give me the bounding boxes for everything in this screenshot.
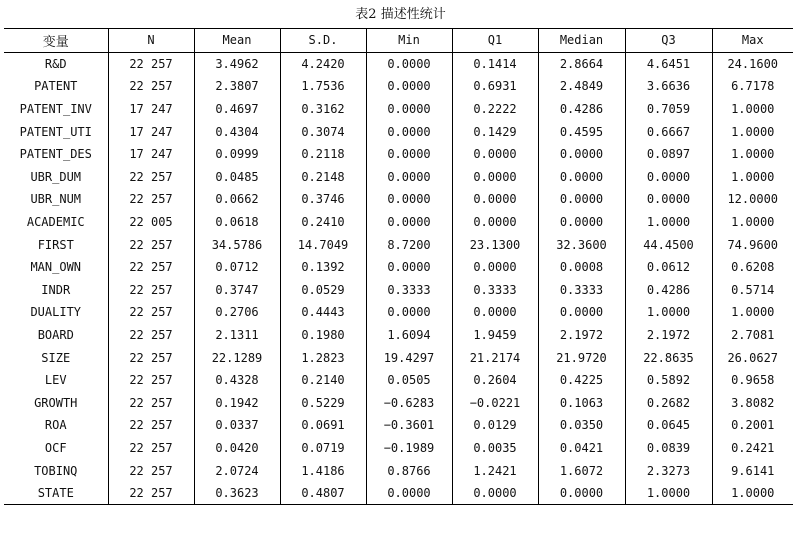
stat-value-cell: 0.0008: [538, 256, 625, 279]
table-header: [4, 29, 793, 53]
stat-value-cell: 0.0000: [366, 52, 452, 75]
stat-value-cell: 1.6072: [538, 459, 625, 482]
stat-value-cell: 0.0350: [538, 414, 625, 437]
stat-value-cell: 1.0000: [712, 301, 793, 324]
stat-value-cell: 6.7178: [712, 75, 793, 98]
variable-name-cell: DUALITY: [4, 301, 108, 324]
stat-value-cell: 1.0000: [625, 482, 712, 505]
stat-value-cell: 0.8766: [366, 459, 452, 482]
stat-value-cell: 0.0000: [366, 256, 452, 279]
stat-value-cell: 0.0000: [366, 143, 452, 166]
stat-value-cell: 1.0000: [712, 120, 793, 143]
stat-value-cell: 0.0000: [366, 75, 452, 98]
stat-value-cell: 1.7536: [280, 75, 366, 98]
stat-value-cell: 1.0000: [625, 301, 712, 324]
stat-value-cell: 0.0897: [625, 143, 712, 166]
stat-value-cell: 0.0505: [366, 369, 452, 392]
stat-value-cell: 0.0421: [538, 437, 625, 460]
stat-value-cell: 0.0719: [280, 437, 366, 460]
column-header: Min: [366, 29, 452, 53]
stat-value-cell: 2.0724: [194, 459, 280, 482]
stat-value-cell: 4.6451: [625, 52, 712, 75]
stat-value-cell: 0.0645: [625, 414, 712, 437]
stat-value-cell: 0.5892: [625, 369, 712, 392]
stat-value-cell: −0.6283: [366, 392, 452, 415]
stat-value-cell: 22 257: [108, 369, 194, 392]
stat-value-cell: 26.0627: [712, 346, 793, 369]
stat-value-cell: 1.0000: [712, 166, 793, 189]
stat-value-cell: 0.0035: [452, 437, 538, 460]
stat-value-cell: 0.0529: [280, 279, 366, 302]
stat-value-cell: 22 257: [108, 166, 194, 189]
stat-value-cell: 0.2421: [712, 437, 793, 460]
table-caption: 表2 描述性统计: [355, 7, 446, 22]
variable-name-cell: LEV: [4, 369, 108, 392]
stat-value-cell: 0.0000: [366, 166, 452, 189]
stat-value-cell: 0.0000: [538, 188, 625, 211]
stat-value-cell: 0.0000: [366, 211, 452, 234]
stat-value-cell: 0.5229: [280, 392, 366, 415]
stat-value-cell: 0.0000: [452, 143, 538, 166]
stat-value-cell: 0.0000: [452, 301, 538, 324]
column-header: Median: [538, 29, 625, 53]
stat-value-cell: 0.2682: [625, 392, 712, 415]
stat-value-cell: 0.3333: [452, 279, 538, 302]
stat-value-cell: 14.7049: [280, 233, 366, 256]
variable-name-cell: ROA: [4, 414, 108, 437]
stat-value-cell: 19.4297: [366, 346, 452, 369]
stat-value-cell: 0.0662: [194, 188, 280, 211]
stat-value-cell: 2.4849: [538, 75, 625, 98]
stat-value-cell: 0.0000: [366, 188, 452, 211]
column-header: Q1: [452, 29, 538, 53]
stat-value-cell: 1.0000: [712, 98, 793, 121]
stat-value-cell: 4.2420: [280, 52, 366, 75]
stat-value-cell: −0.0221: [452, 392, 538, 415]
table-row: [4, 98, 793, 121]
stat-value-cell: 0.3333: [538, 279, 625, 302]
variable-name-cell: OCF: [4, 437, 108, 460]
stat-value-cell: 0.0000: [625, 166, 712, 189]
stat-value-cell: 0.2118: [280, 143, 366, 166]
stat-value-cell: 21.9720: [538, 346, 625, 369]
stat-value-cell: 0.5714: [712, 279, 793, 302]
stat-value-cell: 24.1600: [712, 52, 793, 75]
header-row: [4, 29, 793, 53]
stat-value-cell: 22 257: [108, 324, 194, 347]
stat-value-cell: 1.2421: [452, 459, 538, 482]
stat-value-cell: 0.0691: [280, 414, 366, 437]
table-row: [4, 301, 793, 324]
stat-value-cell: 2.3807: [194, 75, 280, 98]
stat-value-cell: 0.2148: [280, 166, 366, 189]
stat-value-cell: 17 247: [108, 98, 194, 121]
stat-value-cell: 21.2174: [452, 346, 538, 369]
stat-value-cell: 0.4328: [194, 369, 280, 392]
stat-value-cell: 0.6667: [625, 120, 712, 143]
stat-value-cell: 2.1972: [625, 324, 712, 347]
stat-value-cell: 2.1311: [194, 324, 280, 347]
stat-value-cell: 0.0000: [452, 166, 538, 189]
stat-value-cell: 0.3746: [280, 188, 366, 211]
stat-value-cell: 0.6208: [712, 256, 793, 279]
stat-value-cell: 34.5786: [194, 233, 280, 256]
stat-value-cell: 0.0000: [452, 482, 538, 505]
stat-value-cell: 0.3074: [280, 120, 366, 143]
stat-value-cell: 0.0712: [194, 256, 280, 279]
table-row: [4, 233, 793, 256]
table-row: [4, 52, 793, 75]
stat-value-cell: 0.0000: [452, 211, 538, 234]
stat-value-cell: 0.4304: [194, 120, 280, 143]
stat-value-cell: 2.1972: [538, 324, 625, 347]
variable-name-cell: FIRST: [4, 233, 108, 256]
column-header: 变量: [4, 29, 108, 53]
stat-value-cell: 0.4225: [538, 369, 625, 392]
stat-value-cell: 0.4697: [194, 98, 280, 121]
table-row: [4, 459, 793, 482]
stat-value-cell: 22 257: [108, 188, 194, 211]
table-row: [4, 211, 793, 234]
stat-value-cell: 22 257: [108, 414, 194, 437]
stat-value-cell: 1.0000: [625, 211, 712, 234]
stat-value-cell: 22 257: [108, 482, 194, 505]
column-header: Q3: [625, 29, 712, 53]
table-row: [4, 120, 793, 143]
table-row: [4, 482, 793, 505]
stat-value-cell: 0.0612: [625, 256, 712, 279]
table-row: [4, 369, 793, 392]
stat-value-cell: 8.7200: [366, 233, 452, 256]
stat-value-cell: 0.4286: [625, 279, 712, 302]
stat-value-cell: 0.2222: [452, 98, 538, 121]
stat-value-cell: 0.1942: [194, 392, 280, 415]
table-row: [4, 188, 793, 211]
stat-value-cell: 0.1414: [452, 52, 538, 75]
table-body: [4, 52, 793, 505]
stat-value-cell: 22 257: [108, 256, 194, 279]
stat-value-cell: 1.4186: [280, 459, 366, 482]
stat-value-cell: 1.2823: [280, 346, 366, 369]
variable-name-cell: PATENT_DES: [4, 143, 108, 166]
stat-value-cell: 0.4286: [538, 98, 625, 121]
stat-value-cell: 0.9658: [712, 369, 793, 392]
stat-value-cell: 22 257: [108, 301, 194, 324]
stat-value-cell: 74.9600: [712, 233, 793, 256]
table-row: [4, 279, 793, 302]
stat-value-cell: 1.0000: [712, 211, 793, 234]
table-row: [4, 414, 793, 437]
variable-name-cell: PATENT_INV: [4, 98, 108, 121]
stat-value-cell: 22.8635: [625, 346, 712, 369]
variable-name-cell: PATENT: [4, 75, 108, 98]
stat-value-cell: 0.3623: [194, 482, 280, 505]
variable-name-cell: UBR_DUM: [4, 166, 108, 189]
stat-value-cell: 0.0000: [366, 301, 452, 324]
variable-name-cell: MAN_OWN: [4, 256, 108, 279]
stat-value-cell: 0.4443: [280, 301, 366, 324]
stat-value-cell: 3.6636: [625, 75, 712, 98]
stat-value-cell: 22 257: [108, 279, 194, 302]
stat-value-cell: 0.0000: [625, 188, 712, 211]
stat-value-cell: 0.2706: [194, 301, 280, 324]
stat-value-cell: 0.2140: [280, 369, 366, 392]
variable-name-cell: BOARD: [4, 324, 108, 347]
stat-value-cell: 0.6931: [452, 75, 538, 98]
variable-name-cell: ACADEMIC: [4, 211, 108, 234]
stat-value-cell: 0.0000: [452, 188, 538, 211]
table-row: [4, 75, 793, 98]
table-row: [4, 256, 793, 279]
stat-value-cell: 0.3747: [194, 279, 280, 302]
stat-value-cell: 17 247: [108, 120, 194, 143]
stat-value-cell: 0.3333: [366, 279, 452, 302]
stat-value-cell: 0.3162: [280, 98, 366, 121]
stat-value-cell: 0.0999: [194, 143, 280, 166]
variable-name-cell: R&D: [4, 52, 108, 75]
stat-value-cell: 23.1300: [452, 233, 538, 256]
stat-value-cell: 22 257: [108, 459, 194, 482]
variable-name-cell: SIZE: [4, 346, 108, 369]
stat-value-cell: 1.6094: [366, 324, 452, 347]
stat-value-cell: 22 257: [108, 392, 194, 415]
table-row: [4, 324, 793, 347]
stat-value-cell: 9.6141: [712, 459, 793, 482]
stat-value-cell: 0.7059: [625, 98, 712, 121]
stat-value-cell: 0.0618: [194, 211, 280, 234]
descriptive-statistics-table: [4, 28, 793, 505]
stat-value-cell: 0.4595: [538, 120, 625, 143]
variable-name-cell: INDR: [4, 279, 108, 302]
stat-value-cell: 1.0000: [712, 482, 793, 505]
column-header: N: [108, 29, 194, 53]
stat-value-cell: 32.3600: [538, 233, 625, 256]
column-header: Mean: [194, 29, 280, 53]
stat-value-cell: 3.8082: [712, 392, 793, 415]
stat-value-cell: 0.0000: [538, 301, 625, 324]
stat-value-cell: 3.4962: [194, 52, 280, 75]
stat-value-cell: 22 257: [108, 52, 194, 75]
stat-value-cell: 0.2410: [280, 211, 366, 234]
table-row: [4, 392, 793, 415]
variable-name-cell: UBR_NUM: [4, 188, 108, 211]
stat-value-cell: 0.0000: [366, 120, 452, 143]
stat-value-cell: 0.0000: [538, 211, 625, 234]
stat-value-cell: 0.0485: [194, 166, 280, 189]
stat-value-cell: 0.0000: [538, 143, 625, 166]
stat-value-cell: 0.0000: [366, 482, 452, 505]
stat-value-cell: 0.0129: [452, 414, 538, 437]
stat-value-cell: −0.3601: [366, 414, 452, 437]
variable-name-cell: PATENT_UTI: [4, 120, 108, 143]
stat-value-cell: 0.1063: [538, 392, 625, 415]
column-header: S.D.: [280, 29, 366, 53]
stat-value-cell: 0.0000: [538, 482, 625, 505]
stat-value-cell: 44.4500: [625, 233, 712, 256]
stat-value-cell: 0.0337: [194, 414, 280, 437]
stat-value-cell: 1.9459: [452, 324, 538, 347]
stat-value-cell: 17 247: [108, 143, 194, 166]
table-row: [4, 166, 793, 189]
stat-value-cell: 12.0000: [712, 188, 793, 211]
stat-value-cell: 1.0000: [712, 143, 793, 166]
stat-value-cell: 0.0000: [366, 98, 452, 121]
stat-value-cell: 0.2001: [712, 414, 793, 437]
stat-value-cell: 22 257: [108, 437, 194, 460]
stat-value-cell: 0.0420: [194, 437, 280, 460]
stat-value-cell: 22 257: [108, 75, 194, 98]
table-row: [4, 346, 793, 369]
stat-value-cell: 0.1392: [280, 256, 366, 279]
variable-name-cell: GROWTH: [4, 392, 108, 415]
stat-value-cell: 22.1289: [194, 346, 280, 369]
stat-value-cell: 0.4807: [280, 482, 366, 505]
column-header: Max: [712, 29, 793, 53]
stat-value-cell: 0.0839: [625, 437, 712, 460]
stat-value-cell: 22 257: [108, 346, 194, 369]
stat-value-cell: 22 005: [108, 211, 194, 234]
stat-value-cell: 0.1429: [452, 120, 538, 143]
variable-name-cell: STATE: [4, 482, 108, 505]
table-row: [4, 437, 793, 460]
stat-value-cell: 0.1980: [280, 324, 366, 347]
stat-value-cell: 0.2604: [452, 369, 538, 392]
variable-name-cell: TOBINQ: [4, 459, 108, 482]
stat-value-cell: 0.0000: [538, 166, 625, 189]
stat-value-cell: −0.1989: [366, 437, 452, 460]
stat-value-cell: 2.8664: [538, 52, 625, 75]
table-row: [4, 143, 793, 166]
stat-value-cell: 2.3273: [625, 459, 712, 482]
stat-value-cell: 0.0000: [452, 256, 538, 279]
stat-value-cell: 22 257: [108, 233, 194, 256]
stat-value-cell: 2.7081: [712, 324, 793, 347]
